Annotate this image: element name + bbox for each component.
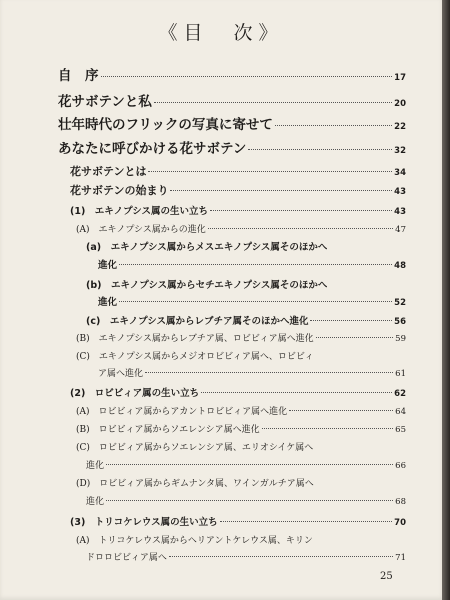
toc-entry-page: 65	[395, 425, 406, 435]
toc-entry-label: (A) トリコケレウス属からヘリアントケレウス属、キリン	[76, 536, 313, 546]
toc-entry	[86, 313, 406, 327]
leader-dots	[106, 500, 393, 501]
toc-entry-page: 68	[395, 497, 406, 507]
toc-entry-label: あなたに呼びかける花サボテン	[58, 141, 247, 157]
leader-dots	[101, 76, 393, 77]
toc-entry-label: (2) ロビビィア属の生い立ち	[70, 388, 200, 399]
leader-dots	[262, 428, 394, 429]
toc-entry-label: (C) ロビビィア属からソエレンシア属、エリオシイケ属へ	[76, 443, 314, 453]
toc-entry	[70, 385, 406, 399]
toc-entry	[58, 113, 406, 133]
toc-entry-page: 43	[394, 207, 406, 217]
toc-entry	[86, 550, 406, 563]
toc-entry-label: 進化	[86, 461, 105, 471]
toc-entry-page: 47	[395, 225, 406, 235]
toc-entry-page: 43	[394, 187, 406, 197]
toc-entry	[98, 294, 406, 308]
page-title: 《目 次》	[158, 22, 284, 44]
toc-entry-label: 自 序	[58, 68, 99, 84]
toc-entry	[76, 422, 406, 435]
toc-entry-label: (3) トリコケレウス属の生い立ち	[70, 517, 218, 528]
toc-entry-page: 64	[395, 407, 406, 417]
toc-entry	[86, 239, 327, 253]
toc-entry	[76, 222, 406, 235]
toc-entry	[70, 163, 406, 179]
page-edge-shadow	[442, 0, 450, 600]
toc-entry	[86, 494, 406, 507]
toc-entry-label: 進化	[98, 260, 118, 271]
toc-entry-label: (a) エキノプシス属からメスエキノプシス属そのほかへ	[86, 242, 328, 253]
toc-entry-page: 66	[395, 461, 406, 471]
toc-entry-label: 花サボテンの始まり	[70, 184, 169, 197]
toc-entry	[98, 257, 406, 271]
toc-entry-page: 48	[394, 261, 406, 271]
toc-entry-label: 進化	[86, 497, 105, 507]
toc-entry	[76, 331, 406, 344]
toc-entry	[86, 277, 327, 291]
leader-dots	[289, 410, 393, 411]
toc-entry-page: 59	[395, 334, 406, 344]
toc-entry	[76, 476, 314, 489]
toc-entry-page: 20	[394, 99, 406, 109]
leader-dots	[169, 556, 393, 557]
toc-entry	[70, 514, 406, 528]
toc-entry-page: 56	[394, 317, 406, 327]
leader-dots	[220, 521, 393, 522]
toc-entry	[58, 90, 406, 110]
toc-entry	[76, 349, 314, 362]
leader-dots	[148, 171, 392, 172]
page-number: 25	[380, 571, 393, 582]
toc-entry-label: (A) エキノプシス属からの進化	[76, 225, 206, 235]
leader-dots	[275, 125, 392, 126]
toc-entry-label: (B) ロビビィア属からソエレンシア属へ進化	[76, 425, 260, 435]
toc-entry	[76, 440, 313, 453]
leader-dots	[201, 392, 392, 393]
toc-entry	[70, 203, 406, 217]
toc-entry-label: (c) エキノプシス属からレブチア属そのほかへ進化	[86, 316, 309, 327]
toc-entry-label: 進化	[98, 297, 118, 308]
toc-entry-page: 70	[394, 518, 406, 528]
leader-dots	[119, 301, 392, 302]
leader-dots	[154, 102, 392, 103]
leader-dots	[170, 190, 392, 191]
leader-dots	[248, 149, 392, 150]
toc-entry-label: 花サボテンとは	[70, 165, 147, 178]
toc-entry	[98, 366, 406, 379]
toc-entry-label: ドロロビビィア属へ	[86, 553, 167, 563]
toc-entry-label: (C) エキノプシス属からメジオロビビィア属へ、ロビビィ	[76, 352, 314, 362]
toc-entry-label: (D) ロビビィア属からギムナンタ属、ワインガルチア属へ	[76, 479, 314, 489]
toc-entry	[76, 404, 406, 417]
toc-entry	[70, 182, 406, 198]
toc-entry-page: 61	[395, 369, 406, 379]
leader-dots	[208, 228, 393, 229]
toc-entry	[58, 137, 406, 157]
toc-entry-page: 22	[394, 122, 406, 132]
toc-entry	[86, 458, 406, 471]
toc-entry-page: 34	[394, 168, 406, 178]
toc-entry-label: 壮年時代のフリックの写真に寄せて	[58, 117, 273, 133]
toc-entry	[58, 64, 406, 84]
toc-entry-page: 71	[395, 553, 406, 563]
toc-entry-page: 17	[394, 73, 406, 83]
leader-dots	[119, 264, 392, 265]
toc-entry-label: (A) ロビビィア属からアカントロビビィア属へ進化	[76, 407, 288, 417]
toc-entry-label: ア属へ進化	[98, 369, 144, 379]
leader-dots	[145, 372, 393, 373]
leader-dots	[106, 464, 393, 465]
toc-entry-label: 花サボテンと私	[58, 94, 152, 110]
toc-entry-label: (1) エキノプシス属の生い立ち	[70, 206, 208, 217]
leader-dots	[210, 210, 392, 211]
leader-dots	[316, 337, 394, 338]
toc-entry	[76, 533, 313, 546]
toc-entry-page: 32	[394, 146, 406, 156]
toc-entry-page: 62	[394, 389, 406, 399]
toc-entry-label: (b) エキノプシス属からセチエキノプシス属そのほかへ	[86, 280, 328, 291]
leader-dots	[310, 320, 392, 321]
toc-entry-label: (B) エキノプシス属からレブチア属、ロビビィア属へ進化	[76, 334, 314, 344]
toc-entry-page: 52	[394, 298, 406, 308]
